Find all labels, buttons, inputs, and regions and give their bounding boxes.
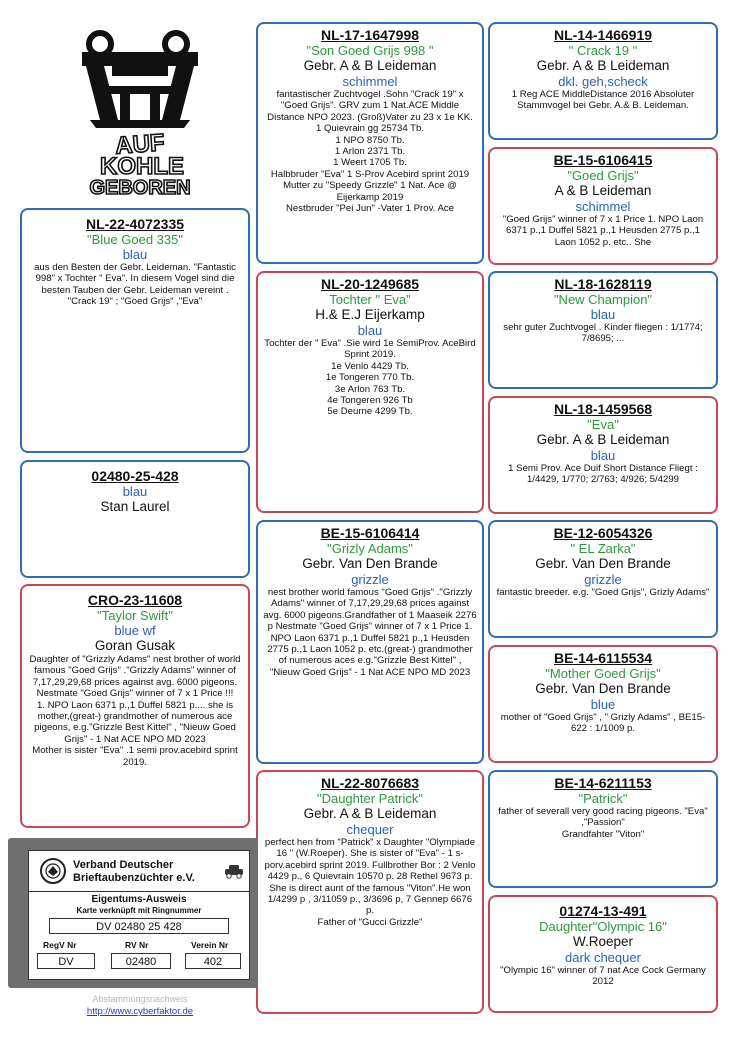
pigeon-description: 1 Quievrain gg 25734 Tb. bbox=[315, 123, 425, 135]
pigeon-description: Halbbruder "Eva" 1 S-Prov Acebird sprint 2019 bbox=[270, 168, 470, 180]
pigeon-description: fantastischer Zuchtvogel .Sohn "Crack 19" x "Goed Grijs". GRV zum 1 Nat.ACE Middle Distance NPO 2023. (Groß)Vater zu 23 x 1e KK. bbox=[267, 89, 473, 123]
breeder-name: Gebr. A & B Leideman bbox=[303, 58, 437, 73]
pigeon-description: Nestmate "Goed Grijs" winner of 7 x 1 Price !!! bbox=[36, 688, 234, 700]
pigeon-color: dkl. geh,scheck bbox=[558, 74, 648, 89]
association-seal-icon bbox=[39, 857, 67, 885]
car-icon bbox=[223, 863, 245, 879]
card-title: Eigentums-Ausweis bbox=[91, 894, 187, 905]
pigeon-color: grizzle bbox=[351, 572, 389, 587]
breeder-name: Gebr. Van Den Brande bbox=[535, 556, 671, 571]
logo-line-2: KOHLE bbox=[100, 153, 184, 180]
pigeon-name: "Goed Grijs" bbox=[567, 168, 639, 183]
pigeon-description: sehr guter Zuchtvogel . Kinder fliegen : 1/1774; 7/8695; ... bbox=[503, 322, 703, 345]
ownership-id-card bbox=[8, 838, 258, 988]
pigeon-color: chequer bbox=[346, 822, 394, 837]
association-name-line-1: Verband Deutscher bbox=[73, 859, 174, 871]
pigeon-description: Daughter of "Grizzly Adams" nest brother of world famous "Goed Grijs" ."Grizzly Adams" winner of 7,17,29,29,68 prices against avg. 6000 pigeons. bbox=[29, 654, 241, 688]
auf-kohle-geboren-logo bbox=[60, 28, 220, 198]
pigeon-name: "Eva" bbox=[587, 417, 619, 432]
footer-link[interactable]: http://www.cyberfaktor.de bbox=[86, 1006, 194, 1017]
breeder-name: H.& E.J Eijerkamp bbox=[315, 307, 425, 322]
card-subject bbox=[20, 460, 250, 578]
ring-number: BE-14-6211153 bbox=[554, 775, 652, 791]
card-sire-dam-sire bbox=[488, 271, 718, 389]
pigeon-name: Daughter"Olympic 16" bbox=[539, 919, 667, 934]
col-verein-value: 402 bbox=[185, 953, 241, 969]
ring-number: BE-15-6106414 bbox=[320, 525, 420, 541]
pigeon-description: Grandfahter "Viton" bbox=[561, 828, 645, 840]
pigeon-color: blau bbox=[357, 323, 383, 338]
pigeon-description: Mutter zu "Speedy Grizzle" 1 Nat. Ace @ Eijerkamp 2019 bbox=[283, 180, 457, 203]
pigeon-description: 1 Weert 1705 Tb. bbox=[333, 157, 407, 169]
pigeon-name: Tochter " Eva" bbox=[329, 292, 411, 307]
card-subtitle: Karte verknüpft mit Ringnummer bbox=[76, 906, 202, 915]
card-dam-sire bbox=[256, 520, 484, 764]
logo-line-3: GEBOREN bbox=[89, 177, 191, 198]
pigeon-name: " Crack 19 " bbox=[568, 43, 638, 58]
card-dam-sire-sire bbox=[488, 520, 718, 638]
card-sire-sire-dam bbox=[488, 147, 718, 265]
pigeon-description: 1 Reg ACE MiddleDistance 2016 Absoluter Stammvogel bei Gebr. A.& B. Leideman. bbox=[511, 89, 695, 112]
card-sire-dam bbox=[256, 271, 484, 513]
card-dam-dam-dam bbox=[488, 895, 718, 1013]
breeder-name: Gebr. Van Den Brande bbox=[302, 556, 438, 571]
pigeon-description: Father of "Gucci Grizzle" bbox=[317, 916, 423, 928]
breeder-name: A & B Leideman bbox=[554, 183, 652, 198]
col-rv-value: 02480 bbox=[111, 953, 171, 969]
pigeon-description: 1e Venlo 4429 Tb. bbox=[331, 360, 409, 372]
pigeon-description: "Olympic 16" winner of 7 nat Ace Cock Germany 2012 bbox=[500, 965, 706, 988]
card-dam-dam bbox=[256, 770, 484, 1014]
id-card-face bbox=[28, 850, 250, 980]
pigeon-name: "New Champion" bbox=[553, 292, 653, 307]
pigeon-name: "Grizly Adams" bbox=[327, 541, 413, 556]
ring-number: NL-14-1466919 bbox=[553, 27, 653, 43]
association-name-line-2: Brieftaubenzüchter e.V. bbox=[73, 872, 195, 884]
pigeon-description: mother of "Goed Grijs" , " Grizly Adams" , BE15-622 : 1/1009 p. bbox=[500, 712, 706, 735]
pigeon-description: 4e Tongeren 926 Tb bbox=[327, 395, 413, 407]
pigeon-description: Nestbruder "Pei Jun" -Vater 1 Prov. Ace bbox=[285, 203, 455, 215]
breeder-name: Gebr. Van Den Brande bbox=[535, 681, 671, 696]
card-ring-number: DV 02480 25 428 bbox=[49, 918, 229, 934]
footer-caption: Abstammungsnachweis bbox=[92, 994, 188, 1004]
pigeon-description: aus den Besten der Gebr. Leideman. "Fantastic 998" x Tochter " Eva". In diesem Vogel sind die besten Tauben der Gebr. Leideman vereint . "Crack 19" ; "Goed Grijs" ,"Eva" bbox=[34, 262, 236, 308]
breeder-name: Gebr. A & B Leideman bbox=[536, 432, 670, 447]
pigeon-description: fantastic breeder. e.g. "Goed Grijs", Grizly Adams" bbox=[496, 587, 710, 598]
pigeon-color: blue bbox=[590, 697, 616, 712]
breeder-name: Stan Laurel bbox=[100, 499, 170, 514]
ring-number: CRO-23-11608 bbox=[87, 592, 183, 608]
pigeon-description: father of severall very good racing pigeons. "Eva" ,"Passion" bbox=[498, 806, 708, 829]
pigeon-color: grizzle bbox=[584, 572, 622, 587]
pigeon-description: 1 Arlon 2371 Tb. bbox=[334, 146, 406, 158]
card-sire bbox=[20, 208, 250, 453]
col-verein-label: Verein Nr bbox=[191, 940, 229, 950]
card-sire-sire bbox=[256, 22, 484, 264]
pigeon-color: schimmel bbox=[342, 74, 398, 89]
card-dam-dam-sire bbox=[488, 770, 718, 888]
breeder-name: Gebr. A & B Leideman bbox=[536, 58, 670, 73]
pigeon-color: blau bbox=[590, 307, 616, 322]
card-sire-sire-sire bbox=[488, 22, 718, 140]
pigeon-description: 5e Deurne 4299 Tb. bbox=[327, 406, 413, 418]
pigeon-name: "Patrick" bbox=[578, 791, 628, 806]
ring-number: BE-12-6054326 bbox=[553, 525, 653, 541]
card-dam bbox=[20, 584, 250, 828]
pigeon-color: blau bbox=[122, 247, 148, 262]
pigeon-color: blau bbox=[590, 448, 616, 463]
pigeon-name: "Son Goed Grijs 998 " bbox=[306, 43, 434, 58]
ring-number: NL-18-1459568 bbox=[553, 401, 653, 417]
pigeon-name: "Taylor Swift" bbox=[97, 608, 173, 623]
ring-number: NL-18-1628119 bbox=[554, 276, 652, 292]
ring-number: BE-14-6115534 bbox=[553, 650, 653, 666]
pigeon-description: 1 NPO 8750 Tb. bbox=[335, 134, 405, 146]
ring-number: 01274-13-491 bbox=[559, 903, 647, 919]
pigeon-description: Mother is sister "Eva" .1 semi prov.acebird sprint 2019. bbox=[32, 745, 238, 768]
pigeon-color: dark chequer bbox=[565, 950, 641, 965]
pigeon-name: "Daughter Patrick" bbox=[316, 791, 424, 806]
pigeon-description: perfect hen from "Patrick" x Daughter "Olympiade 16 " (W.Roeper). She is sister of "Eva" - 1 s-porv.acebird sprint 2019. Fullbrother Bor : 2 Venlo 4429 p., 6 Quievrain 10570 p. 28 Rethel 9673 p. She is direct aunt of the famous "Viton".He won 1/4299 p , 3/11059 p., 3/3696 p, 7 Gennep 6676 p. bbox=[264, 837, 476, 917]
ring-number: 02480-25-428 bbox=[91, 468, 179, 484]
logo-line-1: AUF bbox=[114, 129, 166, 160]
ring-number: BE-15-6106415 bbox=[553, 152, 653, 168]
pigeon-name: "Mother Goed Grijs" bbox=[545, 666, 661, 681]
pigeon-description: 1 Semi Prov. Ace Duif Short Distance Fliegt : 1/4429, 1/770; 2/763; 4/926; 5/4299 bbox=[508, 463, 698, 486]
card-dam-sire-dam bbox=[488, 645, 718, 763]
pigeon-description: Tochter der " Eva" .Sie wird 1e SemiProv. AceBird Sprint 2019. bbox=[264, 338, 476, 361]
ring-number: NL-22-8076683 bbox=[320, 775, 420, 791]
pigeon-color: blau bbox=[122, 484, 148, 499]
pigeon-name: " EL Zarka" bbox=[570, 541, 636, 556]
col-regv-label: RegV Nr bbox=[43, 940, 77, 950]
breeder-name: Goran Gusak bbox=[94, 638, 176, 653]
pigeon-description: 3e Arlon 763 Tb. bbox=[334, 383, 406, 395]
ring-number: NL-20-1249685 bbox=[320, 276, 420, 292]
ring-number: NL-17-1647998 bbox=[320, 27, 420, 43]
breeder-name: W.Roeper bbox=[572, 934, 634, 949]
pigeon-color: schimmel bbox=[575, 199, 631, 214]
col-regv-value: DV bbox=[37, 953, 95, 969]
col-rv-label: RV Nr bbox=[125, 940, 149, 950]
pigeon-color: blue wf bbox=[114, 623, 156, 638]
pigeon-name: "Blue Goed 335" bbox=[87, 232, 183, 247]
breeder-name: Gebr. A & B Leideman bbox=[303, 806, 437, 821]
pigeon-description: "Goed Grijs" winner of 7 x 1 Price 1. NPO Laon 6371 p.,1 Duffel 5821 p.,1 Heusden 2775 p.,1 Laon 1052 p. etc.. She bbox=[502, 214, 704, 248]
pigeon-description: nest brother world famous "Goed Grijs" ."Grizzly Adams" winner of 7,17,29,29,68 prices against avg. 6000 pigeons.Grandfather of 1 Maaseik 2276 p Nestmate "Goed Grijs" winner of 7 x 1 Price 1. NPO Laon 6371 p.,1 Duffel 5821 p.,1 Heusden 2775 p.,1 Laon 1052 p. etc.(great-) grandmother of numerous aces e.g."Grizzle Best Kittel" , "Nieuw Goed Grijs" - 1 Nat ACE NPO MD 2023 bbox=[263, 587, 477, 678]
pigeon-description: 1. NPO Laon 6371 p.,1 Duffel 5821 p.... she is mother,(great-) grandmother of numerous ace pigeons, e.g."Grizzle Best Kittel" , "Nieuw Goed Grijs" - 1 Nat ACE NPO MD 2023 bbox=[34, 699, 236, 745]
card-sire-dam-dam bbox=[488, 396, 718, 514]
ring-number: NL-22-4072335 bbox=[85, 216, 185, 232]
pigeon-description: 1e Tongeren 770 Tb. bbox=[325, 372, 415, 384]
